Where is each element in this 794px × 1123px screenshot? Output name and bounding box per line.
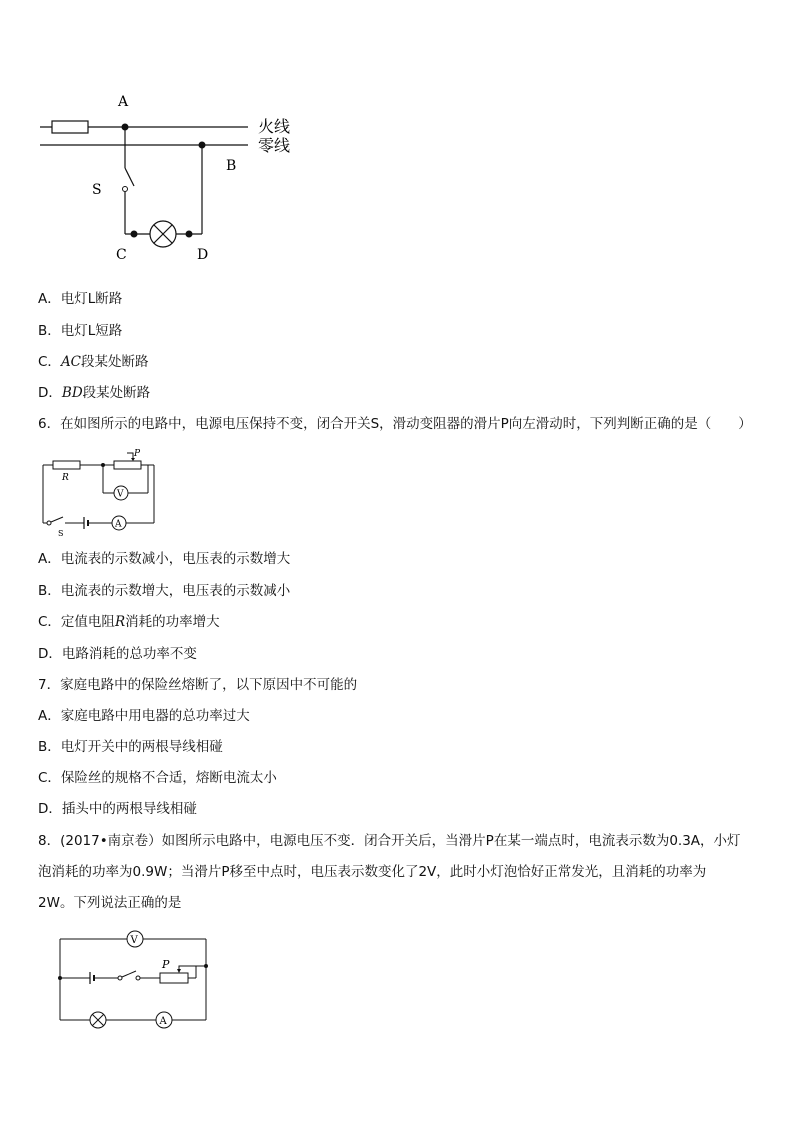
q6-option-b: B．电流表的示数增大，电压表的示数减小 bbox=[38, 583, 291, 599]
q6-circuit-figure bbox=[38, 448, 163, 538]
q6-option-d: D．电路消耗的总功率不变 bbox=[38, 646, 197, 662]
q6-option-c: C．定值电阻R消耗的功率增大 bbox=[38, 614, 220, 630]
q7-stem: 7．家庭电路中的保险丝熔断了，以下原因中不可能的 bbox=[38, 677, 358, 693]
lamp-icon bbox=[90, 1012, 106, 1028]
svg-text:P: P bbox=[134, 449, 141, 459]
q6-option-a: A．电流表的示数减小，电压表的示数增大 bbox=[38, 551, 291, 567]
resistor-r-icon bbox=[53, 461, 80, 469]
q5-option-c: C．AC段某处断路 bbox=[38, 354, 149, 370]
lamp-icon bbox=[150, 221, 176, 247]
fuse-icon bbox=[52, 121, 88, 133]
q8-stem-line-2: 泡消耗的功率为0.9W；当滑片P移至中点时，电压表示数变化了2V，此时小灯泡恰好正常发光，且消耗的功率为 bbox=[38, 864, 707, 880]
switch-contact-icon bbox=[123, 187, 128, 192]
fig1-label-s: S bbox=[92, 182, 102, 198]
rheostat-icon bbox=[114, 461, 141, 469]
household-circuit-figure bbox=[30, 88, 310, 268]
q8-stem-line-1: 8．(2017•南京卷）如图所示电路中，电源电压不变．闭合开关后，当滑片P在某一端点时，电流表示数为0.3A，小灯 bbox=[38, 833, 741, 849]
fig1-label-d: D bbox=[197, 247, 209, 263]
q7-option-b: B．电灯开关中的两根导线相碰 bbox=[38, 739, 223, 755]
svg-text:P: P bbox=[162, 958, 170, 971]
q5-option-d: D．BD段某处断路 bbox=[38, 385, 151, 401]
q6-stem: 6．在如图所示的电路中，电源电压保持不变，闭合开关S，滑动变阻器的滑片P向左滑动时，下列判断正确的是（ ） bbox=[38, 416, 752, 432]
svg-text:R: R bbox=[62, 473, 69, 483]
ammeter-icon bbox=[156, 1012, 172, 1028]
voltmeter-icon bbox=[114, 486, 128, 500]
q5-option-a: A．电灯L断路 bbox=[38, 291, 123, 307]
fig1-label-c: C bbox=[116, 247, 127, 263]
svg-text:A: A bbox=[115, 519, 122, 530]
q7-option-c: C．保险丝的规格不合适，熔断电流太小 bbox=[38, 770, 277, 786]
voltmeter-icon bbox=[127, 931, 143, 947]
fig1-label-a: A bbox=[118, 94, 129, 110]
svg-text:A: A bbox=[159, 1016, 167, 1027]
svg-text:V: V bbox=[130, 935, 138, 946]
live-wire-label: 火线 bbox=[258, 117, 291, 136]
neutral-wire-label: 零线 bbox=[258, 136, 291, 155]
q7-option-a: A．家庭电路中用电器的总功率过大 bbox=[38, 708, 250, 724]
fig1-label-b: B bbox=[226, 158, 237, 174]
q7-option-d: D．插头中的两根导线相碰 bbox=[38, 801, 197, 817]
svg-text:S: S bbox=[58, 529, 64, 538]
q8-stem-line-3: 2W。下列说法正确的是 bbox=[38, 895, 182, 911]
q8-circuit-figure bbox=[52, 930, 217, 1030]
rheostat-icon bbox=[160, 973, 188, 983]
q5-option-b: B．电灯L短路 bbox=[38, 323, 123, 339]
svg-text:V: V bbox=[117, 489, 124, 500]
ammeter-icon bbox=[112, 516, 126, 530]
